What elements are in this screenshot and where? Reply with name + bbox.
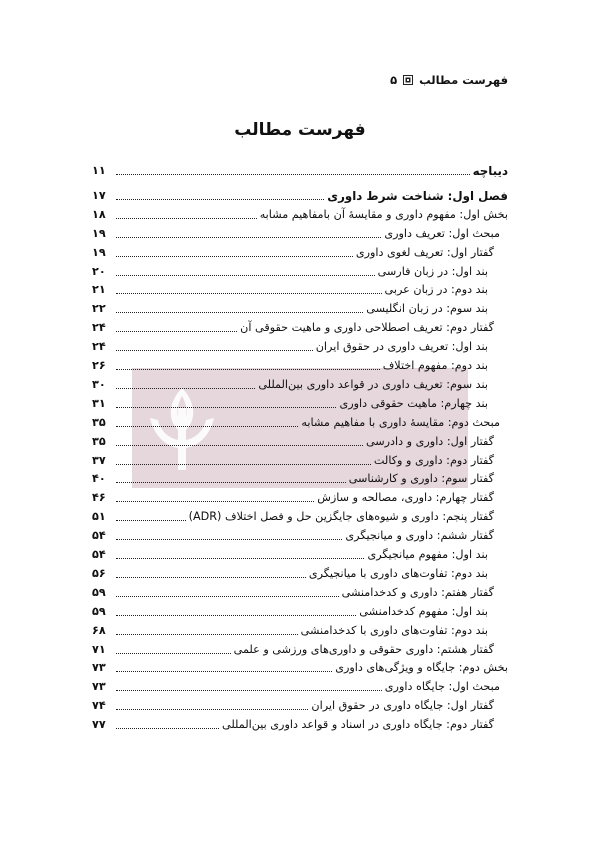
toc-entry-page: ۴۶: [92, 491, 106, 505]
dot-leader: [116, 407, 336, 408]
toc-entry-page: ۲۰: [92, 264, 106, 278]
toc-entry-page: ۲۴: [92, 321, 106, 335]
toc-entry-page: ۵۹: [92, 604, 106, 618]
toc-entry-label: گفتار دوم: جایگاه داوری در اسناد و قواعد داوری بین‌المللی: [222, 718, 494, 732]
toc-entry-label: بند چهارم: ماهیت حقوقی داوری: [339, 396, 488, 410]
toc-entry-label: گفتار سوم: داوری و کارشناسی: [348, 472, 494, 486]
toc-entry: [92, 527, 494, 545]
toc-entry-label: بند دوم: تفاوت‌های داوری با میانجیگری: [308, 566, 488, 580]
toc-entry-label: فصل اول: شناخت شرط داوری: [327, 188, 508, 203]
dot-leader: [116, 369, 380, 370]
toc-entry-label: بند اول: مفهوم میانجیگری: [367, 548, 488, 561]
toc-entry-page: ۲۲: [92, 302, 106, 316]
dot-leader: [116, 482, 346, 483]
dot-leader: [116, 293, 382, 294]
toc-entry-label: بند دوم: تفاوت‌های داوری با کدخدامنشی: [300, 623, 488, 637]
toc-entry-label: دیباچه: [472, 164, 508, 178]
toc-entry-page: ۳۰: [92, 377, 106, 391]
toc-entry-page: ۷۳: [92, 661, 106, 675]
toc-entry: [92, 584, 494, 602]
toc-entry: [92, 659, 508, 677]
ornament-square-icon: [403, 75, 413, 85]
toc-entry: [92, 697, 494, 715]
toc-entry: [92, 338, 488, 356]
dot-leader: [116, 501, 314, 502]
toc-entry: [92, 206, 508, 224]
dot-leader: [116, 615, 356, 616]
dot-leader: [116, 331, 237, 332]
toc-entry-label: بخش اول: مفهوم داوری و مقایسهٔ آن بامفاهیم مشابه: [259, 207, 508, 221]
toc-entry-page: ۱۹: [92, 245, 106, 259]
toc-entry-page: ۵۱: [92, 510, 106, 524]
toc-entry-page: ۱۹: [92, 226, 106, 240]
dot-leader: [116, 388, 255, 389]
toc-entry-label: گفتار اول: تعریف لغوی داوری: [355, 245, 494, 259]
toc-entry: [92, 225, 500, 243]
toc-entry: [92, 187, 508, 205]
dot-leader: [116, 275, 375, 276]
toc-entry-page: ۴۰: [92, 472, 106, 486]
toc-entry: [92, 319, 494, 337]
running-head: [390, 73, 508, 87]
toc-entry: [92, 678, 500, 696]
toc-entry: [92, 395, 488, 413]
toc-entry-label: مبحث اول: تعریف داوری: [384, 226, 500, 240]
toc-entry-page: ۱۸: [92, 207, 106, 221]
toc-entry-label: گفتار هفتم: داوری و کدخدامنشی: [341, 585, 494, 599]
dot-leader: [116, 312, 363, 313]
toc-entry: [92, 162, 508, 180]
dot-leader: [116, 426, 298, 427]
toc-entry-page: ۷۷: [92, 718, 106, 732]
toc-entry-page: ۷۴: [92, 699, 106, 713]
toc-entry-label: گفتار اول: جایگاه داوری در حقوق ایران: [311, 699, 494, 713]
toc-entry-page: ۱۱: [92, 164, 106, 177]
toc-entry-page: ۲۱: [92, 283, 106, 297]
dot-leader: [116, 690, 382, 691]
dot-leader: [116, 634, 298, 635]
toc-entry-label: مبحث اول: جایگاه داوری: [384, 680, 500, 694]
toc-entry: [92, 603, 488, 621]
toc-entry-page: ۳۷: [92, 453, 106, 467]
toc-entry: [92, 281, 488, 299]
dot-leader: [116, 671, 332, 672]
toc-entry: [92, 244, 494, 262]
toc-entry-label: بند سوم: در زبان انگلیسی: [366, 302, 488, 316]
dot-leader: [116, 577, 306, 578]
dot-leader: [116, 539, 342, 540]
toc-entry: [92, 716, 494, 734]
toc-entry: [92, 414, 500, 432]
toc-entry-page: ۲۶: [92, 359, 106, 372]
dot-leader: [116, 709, 308, 710]
toc-entry: [92, 641, 494, 659]
toc-entry-page: ۳۱: [92, 396, 106, 410]
toc-entry-label: بند دوم: در زبان عربی: [384, 283, 488, 297]
toc-entry-page: ۵۶: [92, 566, 106, 580]
page-number: ۵: [390, 73, 398, 87]
dot-leader: [116, 218, 257, 219]
toc-entry-page: ۶۸: [92, 623, 106, 637]
toc-entry-page: ۷۱: [92, 642, 106, 656]
toc-entry-label: گفتار چهارم: داوری، مصالحه و سازش: [317, 491, 494, 505]
toc-entry-page: ۵۹: [92, 585, 106, 599]
toc-entry-page: ۷۳: [92, 680, 106, 694]
toc-entry-label: بند سوم: تعریف داوری در قواعد داوری بین‌المللی: [258, 377, 488, 391]
dot-leader: [116, 520, 186, 521]
toc-entry-page: ۲۴: [92, 340, 106, 354]
toc-entry-label: گفتار اول: داوری و دادرسی: [365, 434, 494, 448]
toc-entry-page: ۵۴: [92, 548, 106, 561]
toc-entry-page: ۱۷: [92, 188, 106, 202]
toc-entry-label: گفتار پنجم: داوری و شیوه‌های جایگزین حل و فصل اختلاف (ADR): [188, 510, 494, 524]
page-title: فهرست مطالب: [234, 120, 366, 140]
dot-leader: [116, 174, 470, 175]
toc-entry-label: بند اول: مفهوم کدخدامنشی: [359, 604, 488, 618]
dot-leader: [116, 350, 313, 351]
toc-entry: [92, 452, 494, 470]
toc-entry: [92, 622, 488, 640]
toc-entry-label: بند دوم: مفهوم اختلاف: [382, 359, 488, 372]
toc-entry-page: ۳۵: [92, 434, 106, 448]
dot-leader: [116, 728, 219, 729]
dot-leader: [116, 256, 353, 257]
toc-entry-page: ۵۴: [92, 529, 106, 543]
toc-entry-label: بند اول: تعریف داوری در حقوق ایران: [315, 340, 488, 354]
toc-entry: [92, 433, 494, 451]
toc-entry: [92, 470, 494, 488]
toc-entry-label: گفتار دوم: داوری و وکالت: [373, 453, 494, 467]
dot-leader: [116, 464, 371, 465]
toc-entry-label: بخش دوم: جایگاه و ویژگی‌های داوری: [335, 661, 508, 675]
toc-entry-label: بند اول: در زبان فارسی: [377, 264, 488, 278]
dot-leader: [116, 653, 231, 654]
toc-entry-page: ۳۵: [92, 415, 106, 429]
toc-entry: [92, 376, 488, 394]
toc-entry-label: گفتار هشتم: داوری حقوقی و داوری‌های ورزشی و علمی: [233, 642, 494, 656]
running-head-title: فهرست مطالب: [419, 73, 508, 87]
toc-entry: [92, 546, 488, 564]
toc-entry: [92, 489, 494, 507]
dot-leader: [116, 199, 324, 200]
dot-leader: [116, 445, 363, 446]
dot-leader: [116, 237, 381, 238]
toc-entry: [92, 565, 488, 583]
dot-leader: [116, 558, 364, 559]
toc-entry-label: گفتار ششم: داوری و میانجیگری: [345, 529, 494, 543]
toc-entry: [92, 300, 488, 318]
toc-entry-label: مبحث دوم: مقایسهٔ داوری با مفاهیم مشابه: [301, 415, 500, 429]
toc-entry: [92, 263, 488, 281]
toc-entry: [92, 508, 494, 526]
toc-entry-label: گفتار دوم: تعریف اصطلاحی داوری و ماهیت حقوقی آن: [240, 321, 494, 335]
dot-leader: [116, 596, 339, 597]
toc-entry: [92, 357, 488, 375]
